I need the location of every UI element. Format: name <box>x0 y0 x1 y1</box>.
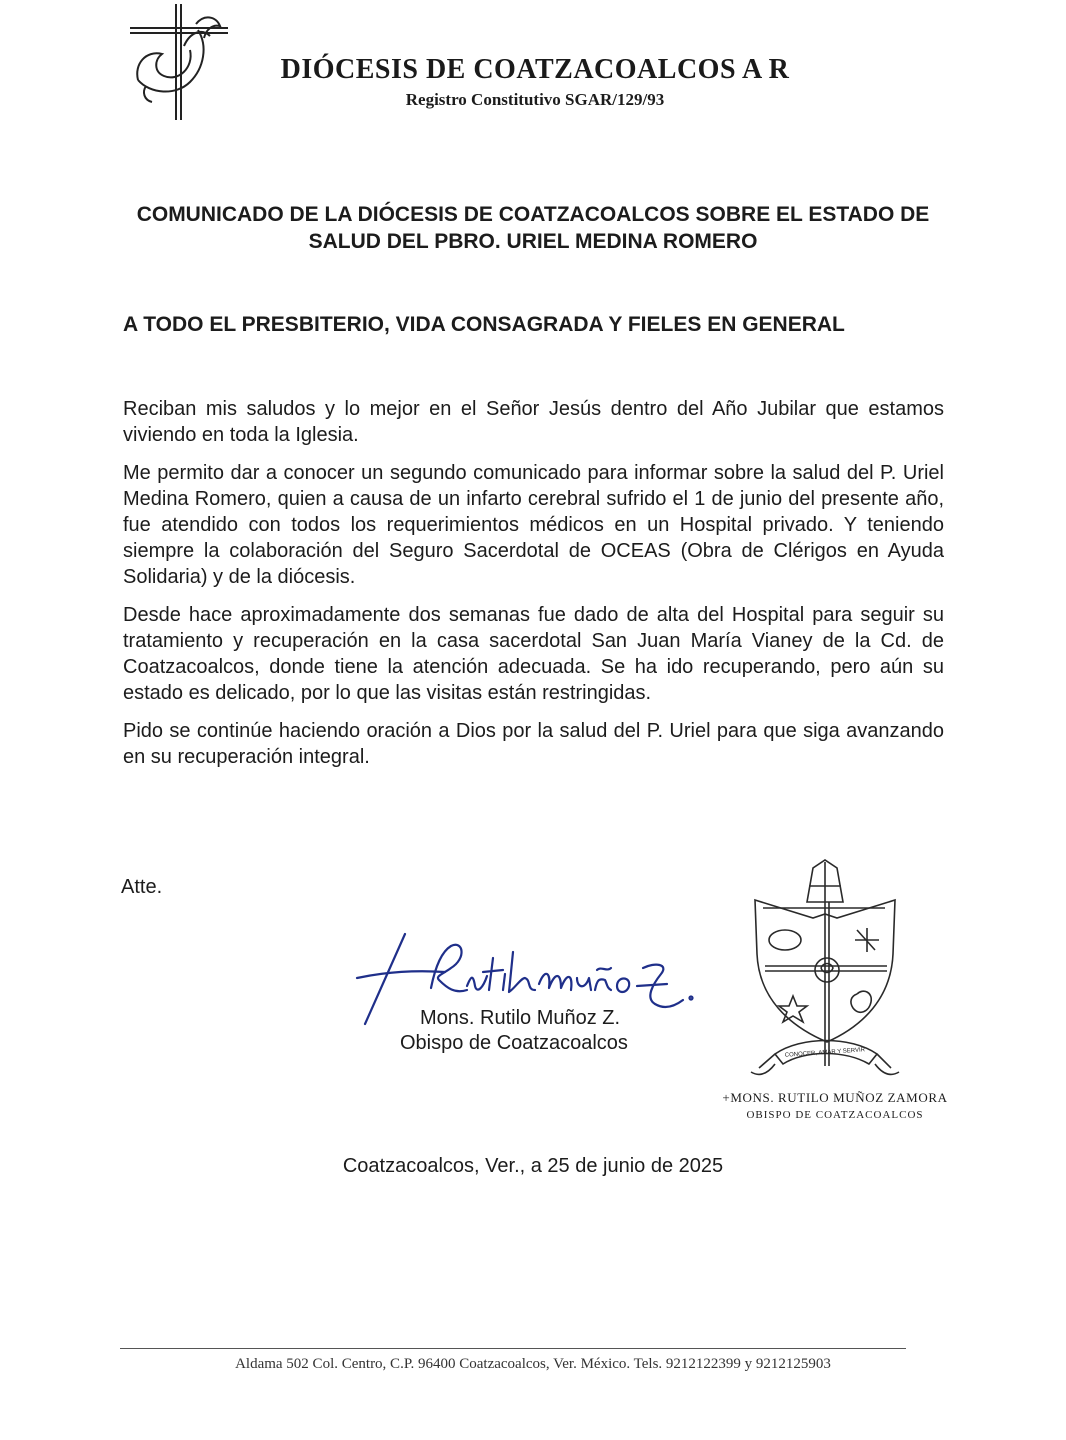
footer-address: Aldama 502 Col. Centro, C.P. 96400 Coatzacoalcos, Ver. México. Tels. 9212122399 y 9212125903 <box>235 1356 831 1372</box>
body-paragraph: Pido se continúe haciendo oración a Dios por la salud del P. Uriel para que siga avanzando en su recuperación integral. <box>123 720 944 768</box>
communique-title: COMUNICADO DE LA DIÓCESIS DE COATZACOALCOS SOBRE EL ESTADO DE SALUD DEL PBRO. URIEL MEDINA ROMERO <box>136 203 930 253</box>
letter-date: Coatzacoalcos, Ver., a 25 de junio de 2025 <box>342 1155 724 1177</box>
body-paragraph: Me permito dar a conocer un segundo comunicado para informar sobre la salud del P. Uriel Medina Romero, quien a causa de un infarto cerebral sufrido el 1 de junio del presente año, fue atendido con todos los requerimientos médicos en un Hospital privado. Y teniendo siempre la colaboración del Seguro Sacerdotal de OCEAS (Obra de Clérigos en Ayuda Solidaria) y de la diócesis. <box>123 462 944 588</box>
episcopal-seal <box>745 858 905 1088</box>
footer-divider <box>120 1348 906 1349</box>
body-paragraph: Reciban mis saludos y lo mejor en el Señor Jesús dentro del Año Jubilar que estamos viviendo en toda la Iglesia. <box>123 398 944 446</box>
cross-dove-logo-icon <box>124 2 234 124</box>
organization-name: DIÓCESIS DE COATZACOALCOS A R <box>280 54 790 85</box>
letter-body <box>123 396 944 782</box>
seal-ribbon-text: CONOCER, AMAR Y SERVIR <box>784 1047 866 1059</box>
body-paragraph: Desde hace aproximadamente dos semanas fue dado de alta del Hospital para seguir su tratamiento y recuperación en la casa sacerdotal San Juan María Vianey de la Cd. de Coatzacoalcos, donde tiene la atención adecuada. Se ha ido recuperando, pero aún su estado es delicado, por lo que las visitas están restringidas. <box>123 604 944 704</box>
seal-caption-title: OBISPO DE COATZACOALCOS <box>746 1109 924 1121</box>
registry-number: Registro Constitutivo SGAR/129/93 <box>405 90 665 109</box>
closing: Atte. <box>121 876 163 898</box>
salutation: A TODO EL PRESBITERIO, VIDA CONSAGRADA Y FIELES EN GENERAL <box>123 313 845 336</box>
signer-title: Obispo de Coatzacoalcos <box>400 1032 628 1054</box>
seal-caption-name: +MONS. RUTILO MUÑOZ ZAMORA <box>722 1090 948 1105</box>
signer-name: Mons. Rutilo Muñoz Z. <box>420 1007 621 1029</box>
